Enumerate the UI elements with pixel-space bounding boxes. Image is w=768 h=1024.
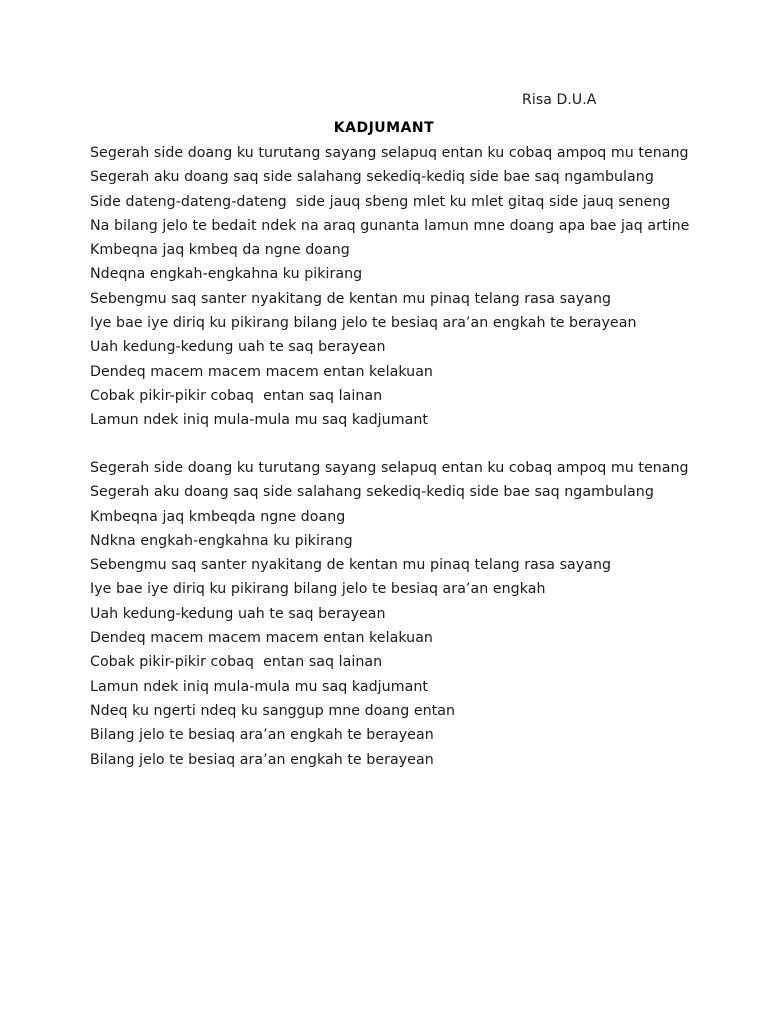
lyric-line: Ndeqna engkah-engkahna ku pikirang [90,266,363,283]
lyric-line: Iye bae iye diriq ku pikirang bilang jelo te besiaq ara’an engkah [90,581,546,598]
lyric-line: Dendeq macem macem macem entan kelakuan [90,363,433,380]
lyric-line: Lamun ndek iniq mula-mula mu saq kadjumant [90,678,428,695]
lyric-line: Bilang jelo te besiaq ara’an engkah te berayean [90,727,434,744]
lyric-line: Dendeq macem macem macem entan kelakuan [90,630,433,647]
lyric-line: Uah kedung-kedung uah te saq berayean [90,605,386,622]
lyric-line: Ndkna engkah-engkahna ku pikirang [90,532,353,549]
lyric-line: Segerah aku doang saq side salahang sekediq-kediq side bae saq ngambulang [90,484,654,501]
lyric-line: Sebengmu saq santer nyakitang de kentan mu pinaq telang rasa sayang [90,557,612,574]
lyric-line: Side dateng-dateng-dateng side jauq sbeng mlet ku mlet gitaq side jauq seneng [90,193,671,210]
lyric-line: Na bilang jelo te bedait ndek na araq gunanta lamun mne doang apa bae jaq artine [90,217,690,234]
stanza-2 [90,459,689,775]
lyric-line: Segerah side doang ku turutang sayang selapuq entan ku cobaq ampoq mu tenang [90,460,689,476]
author-name: Risa D.U.A [522,92,597,108]
lyric-line: Cobak pikir-pikir cobaq entan saq lainan [90,387,383,404]
lyric-line: Sebengmu saq santer nyakitang de kentan mu pinaq telang rasa sayang [90,290,612,307]
lyric-line: Kmbeqna jaq kmbeq da ngne doang [90,242,350,259]
lyric-line: Ndeq ku ngerti ndeq ku sanggup mne doang entan [90,702,456,719]
lyric-line: Uah kedung-kedung uah te saq berayean [90,339,386,356]
stanza-1 [90,144,689,436]
lyric-line: Segerah side doang ku turutang sayang selapuq entan ku cobaq ampoq mu tenang [90,145,689,161]
lyric-line: Cobak pikir-pikir cobaq entan saq lainan [90,654,383,671]
lyric-line: Iye bae iye diriq ku pikirang bilang jelo te besiaq ara’an engkah te berayean [90,315,637,332]
lyric-line: Segerah aku doang saq side salahang sekediq-kediq side bae saq ngambulang [90,169,654,186]
song-title: KADJUMANT [333,120,435,136]
lyric-line: Lamun ndek iniq mula-mula mu saq kadjumant [90,412,428,429]
lyric-line: Bilang jelo te besiaq ara’an engkah te berayean [90,751,434,768]
lyric-line: Kmbeqna jaq kmbeqda ngne doang [90,508,346,525]
